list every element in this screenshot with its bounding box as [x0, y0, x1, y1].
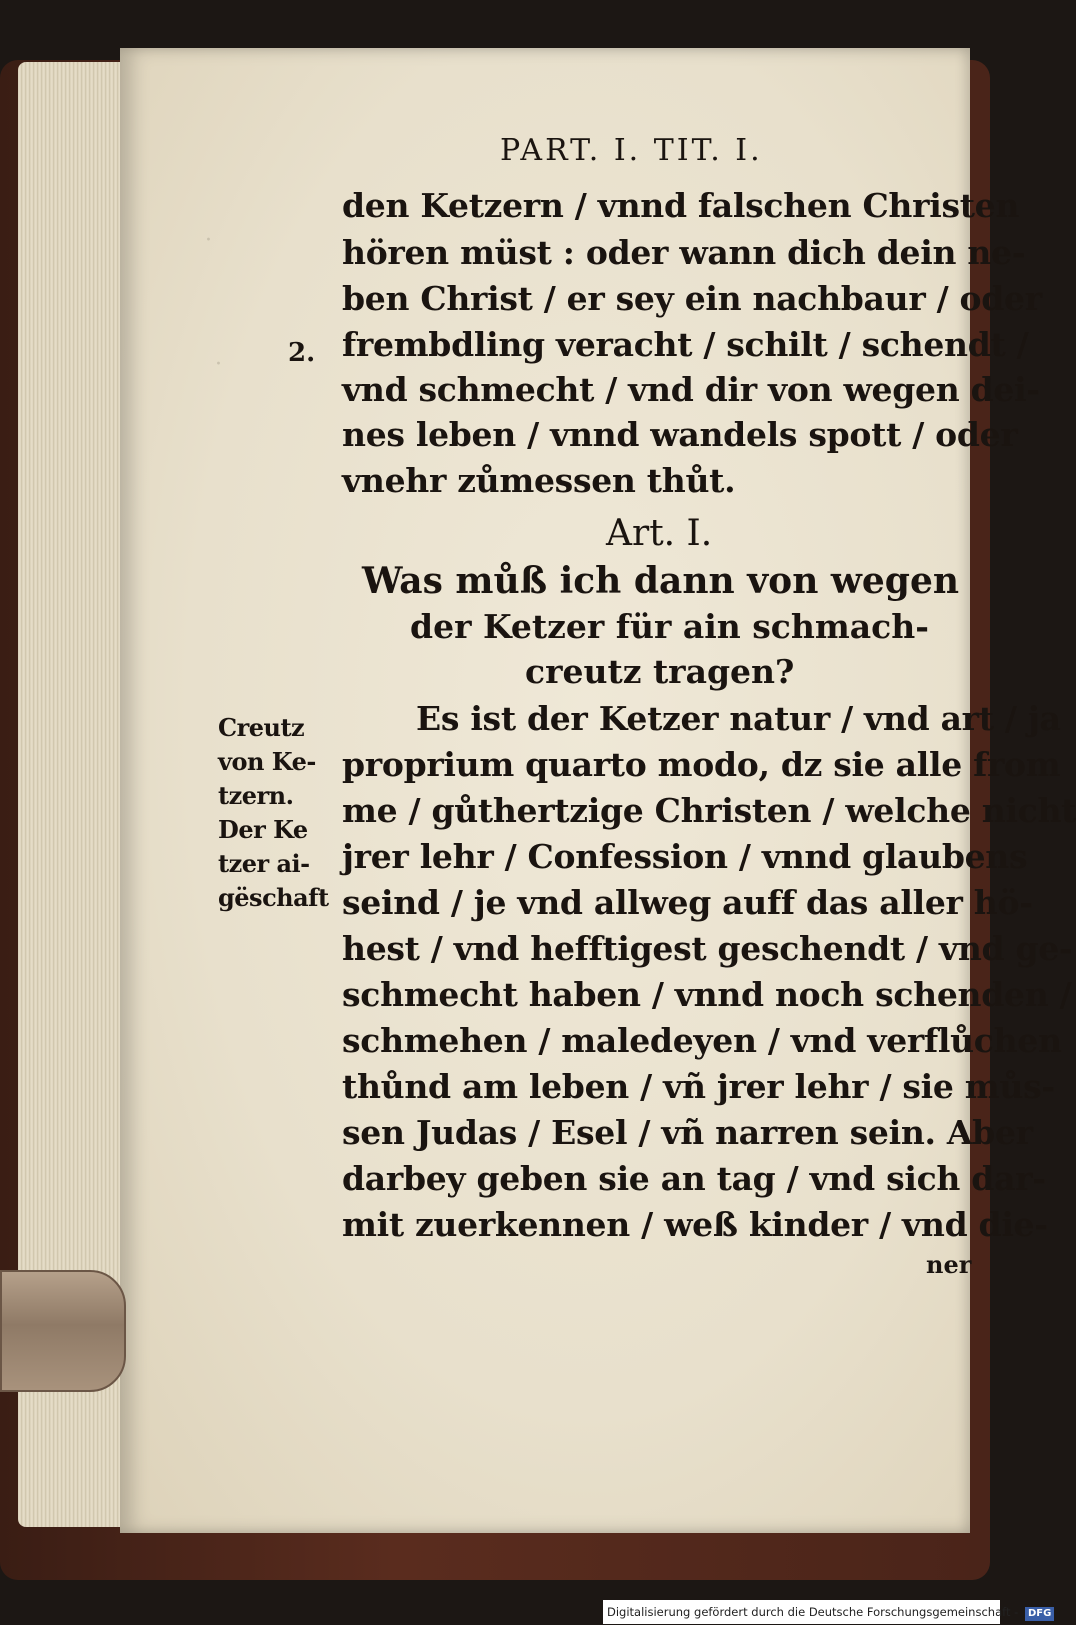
text-line: thůnd am leben / vñ jrer lehr / sie můs- — [342, 1067, 1055, 1106]
article-heading: creutz tragen? — [525, 652, 795, 691]
article-heading: der Ketzer für ain schmach- — [410, 607, 929, 646]
article-heading: Was můß ich dann von wegen — [362, 560, 960, 602]
text-line: schmecht haben / vnnd noch schenden / — [342, 975, 1072, 1014]
text-line: frembdling veracht / schilt / schendt / — [342, 325, 1029, 364]
text-line: schmehen / maledeyen / vnd verflůchen — [342, 1021, 1062, 1060]
text-line: ben Christ / er sey ein nachbaur / oder — [342, 279, 1042, 318]
marginal-note: Der Ke — [218, 815, 308, 844]
catchword: ner — [926, 1250, 972, 1279]
show-through: · — [205, 228, 212, 253]
marginal-note: tzer ai- — [218, 849, 310, 878]
marginal-note: gëschaft — [218, 883, 329, 912]
text-line: me / gůthertzige Christen / welche nicht — [342, 791, 1076, 830]
text-line: vnehr zůmessen thůt. — [342, 461, 736, 500]
margin-marker: 2. — [288, 338, 316, 368]
text-line: Es ist der Ketzer natur / vnd art / ja — [416, 699, 1061, 738]
running-header: PART. I. TIT. I. — [500, 133, 763, 168]
text-line: vnd schmecht / vnd dir von wegen dei- — [342, 370, 1040, 409]
show-through: · — [215, 352, 222, 377]
marginal-note: tzern. — [218, 781, 294, 810]
marginal-note: von Ke- — [218, 747, 316, 776]
bookmark-tab — [0, 1270, 126, 1392]
text-line: sen Judas / Esel / vñ narren sein. Aber — [342, 1113, 1033, 1152]
article-title: Art. I. — [606, 513, 713, 554]
text-line: hören müst : oder wann dich dein ne- — [342, 233, 1026, 272]
text-line: proprium quarto modo, dz sie alle from — [342, 745, 1061, 784]
footer-text: Digitalisierung gefördert durch die Deutsche Forschungsgemeinschaft - — [607, 1605, 1019, 1619]
text-line: hest / vnd hefftigest geschendt / vnd ge- — [342, 929, 1073, 968]
marginal-note: Creutz — [218, 713, 305, 742]
text-line: mit zuerkennen / weß kinder / vnd die- — [342, 1205, 1048, 1244]
text-line: seind / je vnd allweg auff das aller hö- — [342, 883, 1033, 922]
text-line: jrer lehr / Confession / vnnd glaubens — [342, 837, 1028, 876]
text-line: den Ketzern / vnnd falschen Christen — [342, 186, 1020, 225]
digitization-footer — [603, 1600, 1052, 1624]
text-line: darbey geben sie an tag / vnd sich dar- — [342, 1159, 1046, 1198]
text-line: nes leben / vnnd wandels spott / oder — [342, 415, 1018, 454]
dfg-logo: DFG — [1025, 1607, 1054, 1621]
